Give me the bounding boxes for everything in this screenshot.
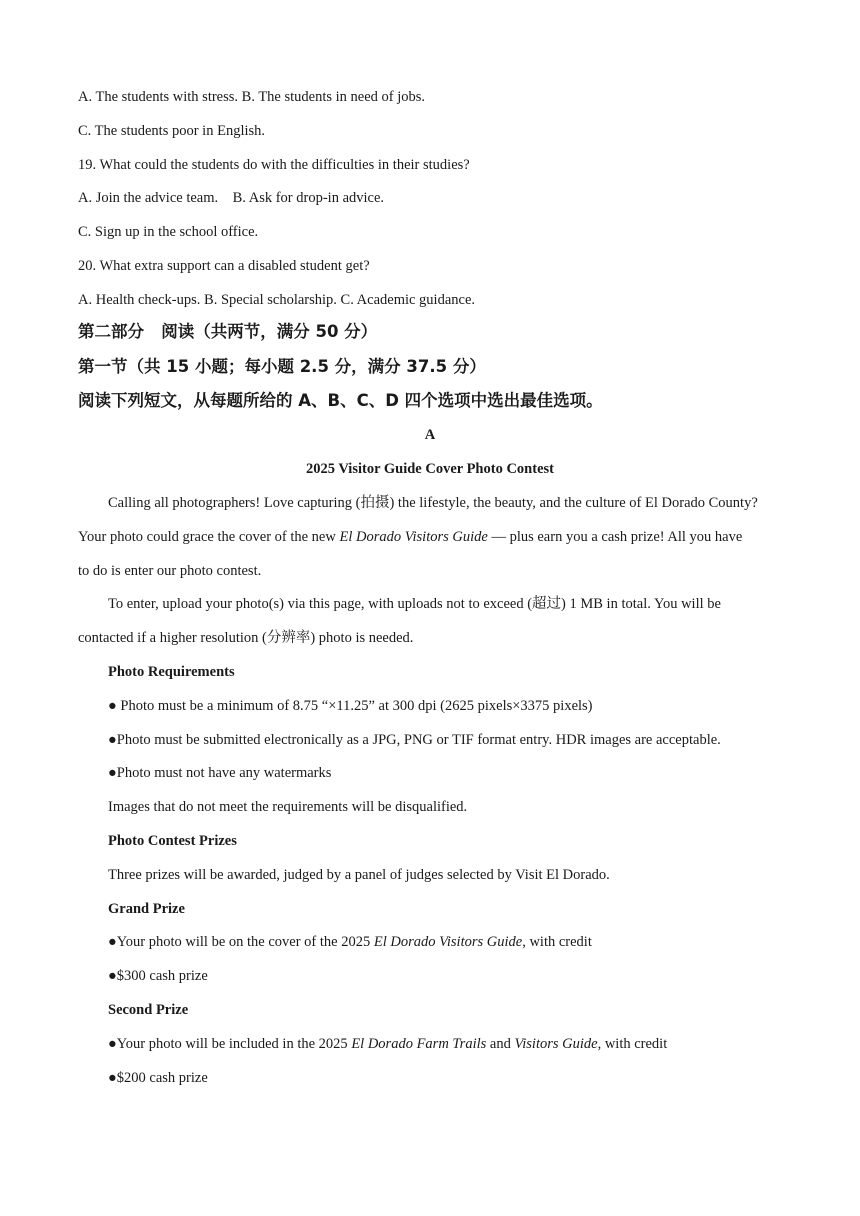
prizes-intro: Three prizes will be awarded, judged by a panel of judges selected by Visit El Dorado. — [108, 867, 610, 883]
grand-prize-text-a: ●Your photo will be on the cover of the 2025 — [108, 934, 374, 950]
part-title: 第二部分 阅读（共两节，满分 50 分） — [78, 322, 378, 341]
paragraph1-line2-text-a: Your photo could grace the cover of the new — [78, 529, 340, 545]
q19-question: 19. What could the students do with the difficulties in their studies? — [78, 157, 470, 173]
grand-prize-text-b: , with credit — [522, 934, 592, 950]
second-prize-text-mid: and — [486, 1036, 515, 1052]
requirement-3: ●Photo must not have any watermarks — [108, 765, 332, 781]
q18-options-line2: C. The students poor in English. — [78, 123, 266, 139]
section-title: 第一节（共 15 小题；每小题 2.5 分，满分 37.5 分） — [78, 357, 486, 376]
requirement-2: ●Photo must be submitted electronically as a JPG, PNG or TIF format entry. HDR images are acceptable. — [108, 732, 721, 748]
second-prize-text-a: ●Your photo will be included in the 2025 — [108, 1036, 352, 1052]
paragraph1-line2-text-b: — plus earn you a cash prize! All you have — [487, 529, 743, 545]
grand-prize-item-2: ●$300 cash prize — [108, 968, 208, 984]
requirements-note: Images that do not meet the requirements will be disqualified. — [108, 799, 468, 815]
visitors-guide-italic: Visitors Guide — [514, 1036, 598, 1052]
q20-question: 20. What extra support can a disabled student get? — [78, 258, 370, 274]
grand-prize-guide-italic: El Dorado Visitors Guide — [373, 934, 523, 950]
grand-prize-heading: Grand Prize — [108, 901, 185, 917]
q20-options: A. Health check-ups. B. Special scholarship. C. Academic guidance. — [78, 292, 476, 308]
requirements-heading: Photo Requirements — [108, 664, 235, 680]
section-instruction: 阅读下列短文，从每题所给的 A、B、C、D 四个选项中选出最佳选项。 — [78, 391, 603, 410]
second-prize-heading: Second Prize — [108, 1002, 189, 1018]
guide-title-italic: El Dorado Visitors Guide — [339, 529, 488, 545]
q19-options-line1: A. Join the advice team. B. Ask for drop-in advice. — [78, 190, 385, 206]
requirement-1: ● Photo must be a minimum of 8.75 “×11.25” at 300 dpi (2625 pixels×3375 pixels) — [108, 698, 593, 714]
second-prize-text-b: , with credit — [597, 1036, 668, 1052]
q18-options-line1: A. The students with stress. B. The students in need of jobs. — [78, 89, 426, 105]
paragraph2-line1: To enter, upload your photo(s) via this page, with uploads not to exceed (超过) 1 MB in total. You will be — [108, 596, 721, 612]
paragraph1-line3: to do is enter our photo contest. — [78, 563, 262, 579]
second-prize-item-2: ●$200 cash prize — [108, 1070, 208, 1086]
paragraph1-line2 — [78, 527, 800, 547]
grand-prize-item-1 — [108, 932, 800, 952]
prizes-heading: Photo Contest Prizes — [108, 833, 237, 849]
paragraph1-line1: Calling all photographers! Love capturing (拍摄) the lifestyle, the beauty, and the culture of El Dorado County? — [108, 495, 758, 511]
q19-options-line2: C. Sign up in the school office. — [78, 224, 259, 240]
paragraph2-line2: contacted if a higher resolution (分辨率) photo is needed. — [78, 630, 414, 646]
farm-trails-italic: El Dorado Farm Trails — [351, 1036, 487, 1052]
passage-letter: A — [424, 427, 436, 443]
passage-title: 2025 Visitor Guide Cover Photo Contest — [306, 461, 554, 477]
second-prize-item-1 — [108, 1034, 800, 1054]
